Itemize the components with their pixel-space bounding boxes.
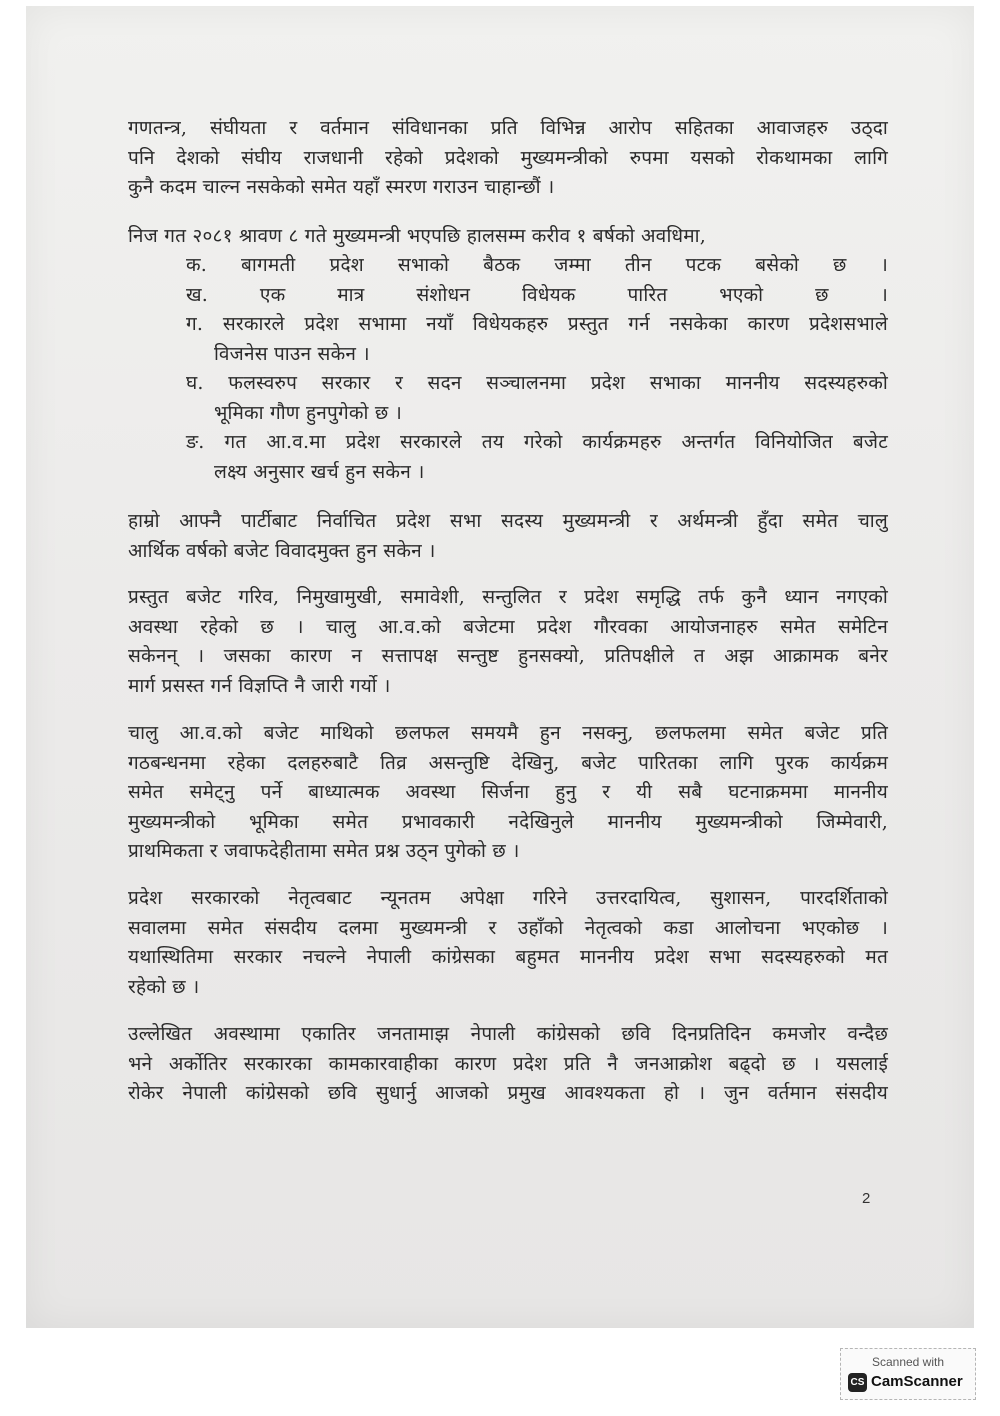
text-line: समेत समेट्नु पर्ने बाध्यात्मक अवस्था सिर्जना हुनु र यी सबै घटनाक्रममा माननीय [128, 781, 888, 803]
list-text: विजनेस पाउन सकेन । [214, 342, 370, 365]
list-text: क. बागमती प्रदेश सभाको बैठक जम्मा तीन पटक बसेको छ । [186, 254, 888, 276]
scanned-with-label: Scanned with [871, 1355, 945, 1369]
text-line: यथास्थितिमा सरकार नचल्ने नेपाली कांग्रेसका बहुमत माननीय प्रदेश सभा सदस्यहरुको मत [128, 946, 888, 968]
list-item-ga [186, 310, 888, 369]
text-line: हाम्रो आफ्नै पार्टीबाट निर्वाचित प्रदेश सभा सदस्य मुख्यमन्त्री र अर्थमन्त्री हुँदा समेत चालु [128, 510, 888, 532]
text-line: चालु आ.व.को बजेट माथिको छलफल समयमै हुन नसक्नु, छलफलमा समेत बजेट प्रति [128, 722, 888, 744]
text-line: गणतन्त्र, संघीयता र वर्तमान संविधानका प्रति विभिन्न आरोप सहितका आवाजहरु उठ्दा [128, 117, 888, 139]
list-text: ख. एक मात्र संशोधन विधेयक पारित भएको छ । [186, 284, 888, 306]
list-text: लक्ष्य अनुसार खर्च हुन सकेन । [214, 460, 425, 483]
paragraph-7 [128, 1020, 888, 1109]
text-line: पनि देशको संघीय राजधानी रहेको प्रदेशको मुख्यमन्त्रीको रुपमा यसको रोकथामका लागि [128, 146, 888, 169]
text-line: सवालमा समेत संसदीय दलमा मुख्यमन्त्री र उहाँको नेतृत्वको कडा आलोचना भएकोछ । [128, 916, 888, 939]
list-text: घ. फलस्वरुप सरकार र सदन सञ्चालनमा प्रदेश सभाका माननीय सदस्यहरुको [186, 372, 888, 394]
list-text: ङ. गत आ.व.मा प्रदेश सरकारले तय गरेको कार्यक्रमहरु अन्तर्गत विनियोजित बजेट [186, 431, 888, 453]
paragraph-4 [128, 583, 888, 701]
text-line: आर्थिक वर्षको बजेट विवादमुक्त हुन सकेन । [128, 539, 436, 562]
camscanner-watermark [840, 1348, 976, 1400]
list-item-gha [186, 369, 888, 428]
list-item-kha [186, 281, 888, 311]
list-text: भूमिका गौण हुनपुगेको छ । [214, 401, 403, 424]
text-line: प्राथमिकता र जवाफदेहीतामा समेत प्रश्न उठ्न पुगेको छ । [128, 840, 520, 862]
page-number: 2 [862, 1190, 871, 1207]
text-line: अवस्था रहेको छ । चालु आ.व.को बजेटमा प्रदेश गौरवका आयोजनाहरु समेत समेटिन [128, 615, 888, 638]
text-line: सकेनन् । जसका कारण न सत्तापक्ष सन्तुष्ट हुनसक्यो, प्रतिपक्षीले त अझ आक्रामक बनेर [128, 645, 888, 667]
camscanner-logo-icon: CS [848, 1373, 867, 1392]
text-line: मुख्यमन्त्रीको भूमिका समेत प्रभावकारी नदेखिनुले माननीय मुख्यमन्त्रीको जिम्मेवारी, [128, 810, 888, 833]
list-item-nga [186, 428, 888, 487]
text-line: प्रस्तुत बजेट गरिव, निमुखामुखी, समावेशी, सन्तुलित र प्रदेश समृद्धि तर्फ कुनै ध्यान नगएको [128, 586, 888, 608]
paragraph-6 [128, 884, 888, 1002]
paragraph-5 [128, 719, 888, 867]
list-item-ka [186, 251, 888, 281]
text-line: भने अर्कोतिर सरकारका कामकारवाहीका कारण प्रदेश प्रति नै जनआक्रोश बढ्दो छ । यसलाई [128, 1052, 888, 1075]
text-line: रोकेर नेपाली कांग्रेसको छवि सुधार्नु आजको प्रमुख आवश्यकता हो । जुन वर्तमान संसदीय [128, 1082, 888, 1104]
text-line: निज गत २०८१ श्रावण ८ गते मुख्यमन्त्री भएपछि हालसम्म करीव १ बर्षको अवधिमा, [128, 225, 706, 247]
list-text: ग. सरकारले प्रदेश सभामा नयाँ विधेयकहरु प्रस्तुत गर्न नसकेका कारण प्रदेशसभाले [186, 313, 888, 335]
text-line: गठबन्धनमा रहेका दलहरुबाटै तिव्र असन्तुष्टि देखिनु, बजेट पारितका लागि पुरक कार्यक्रम [128, 751, 888, 774]
camscanner-brand: CamScanner [871, 1373, 963, 1390]
text-line: कुनै कदम चाल्न नसकेको समेत यहाँ स्मरण गराउन चाहान्छौं । [128, 176, 555, 198]
text-line: उल्लेखित अवस्थामा एकातिर जनतामाझ नेपाली कांग्रेसको छवि दिनप्रतिदिन कमजोर वन्दैछ [128, 1023, 888, 1045]
text-line: मार्ग प्रसस्त गर्न विज्ञप्ति नै जारी गर्यो । [128, 674, 391, 697]
paragraph-3 [128, 507, 888, 566]
paragraph-1 [128, 114, 888, 203]
paragraph-2-intro [128, 222, 888, 252]
text-line: प्रदेश सरकारको नेतृत्वबाट न्यूनतम अपेक्षा गरिने उत्तरदायित्व, सुशासन, पारदर्शिताको [128, 887, 888, 909]
text-line: रहेको छ । [128, 975, 200, 998]
